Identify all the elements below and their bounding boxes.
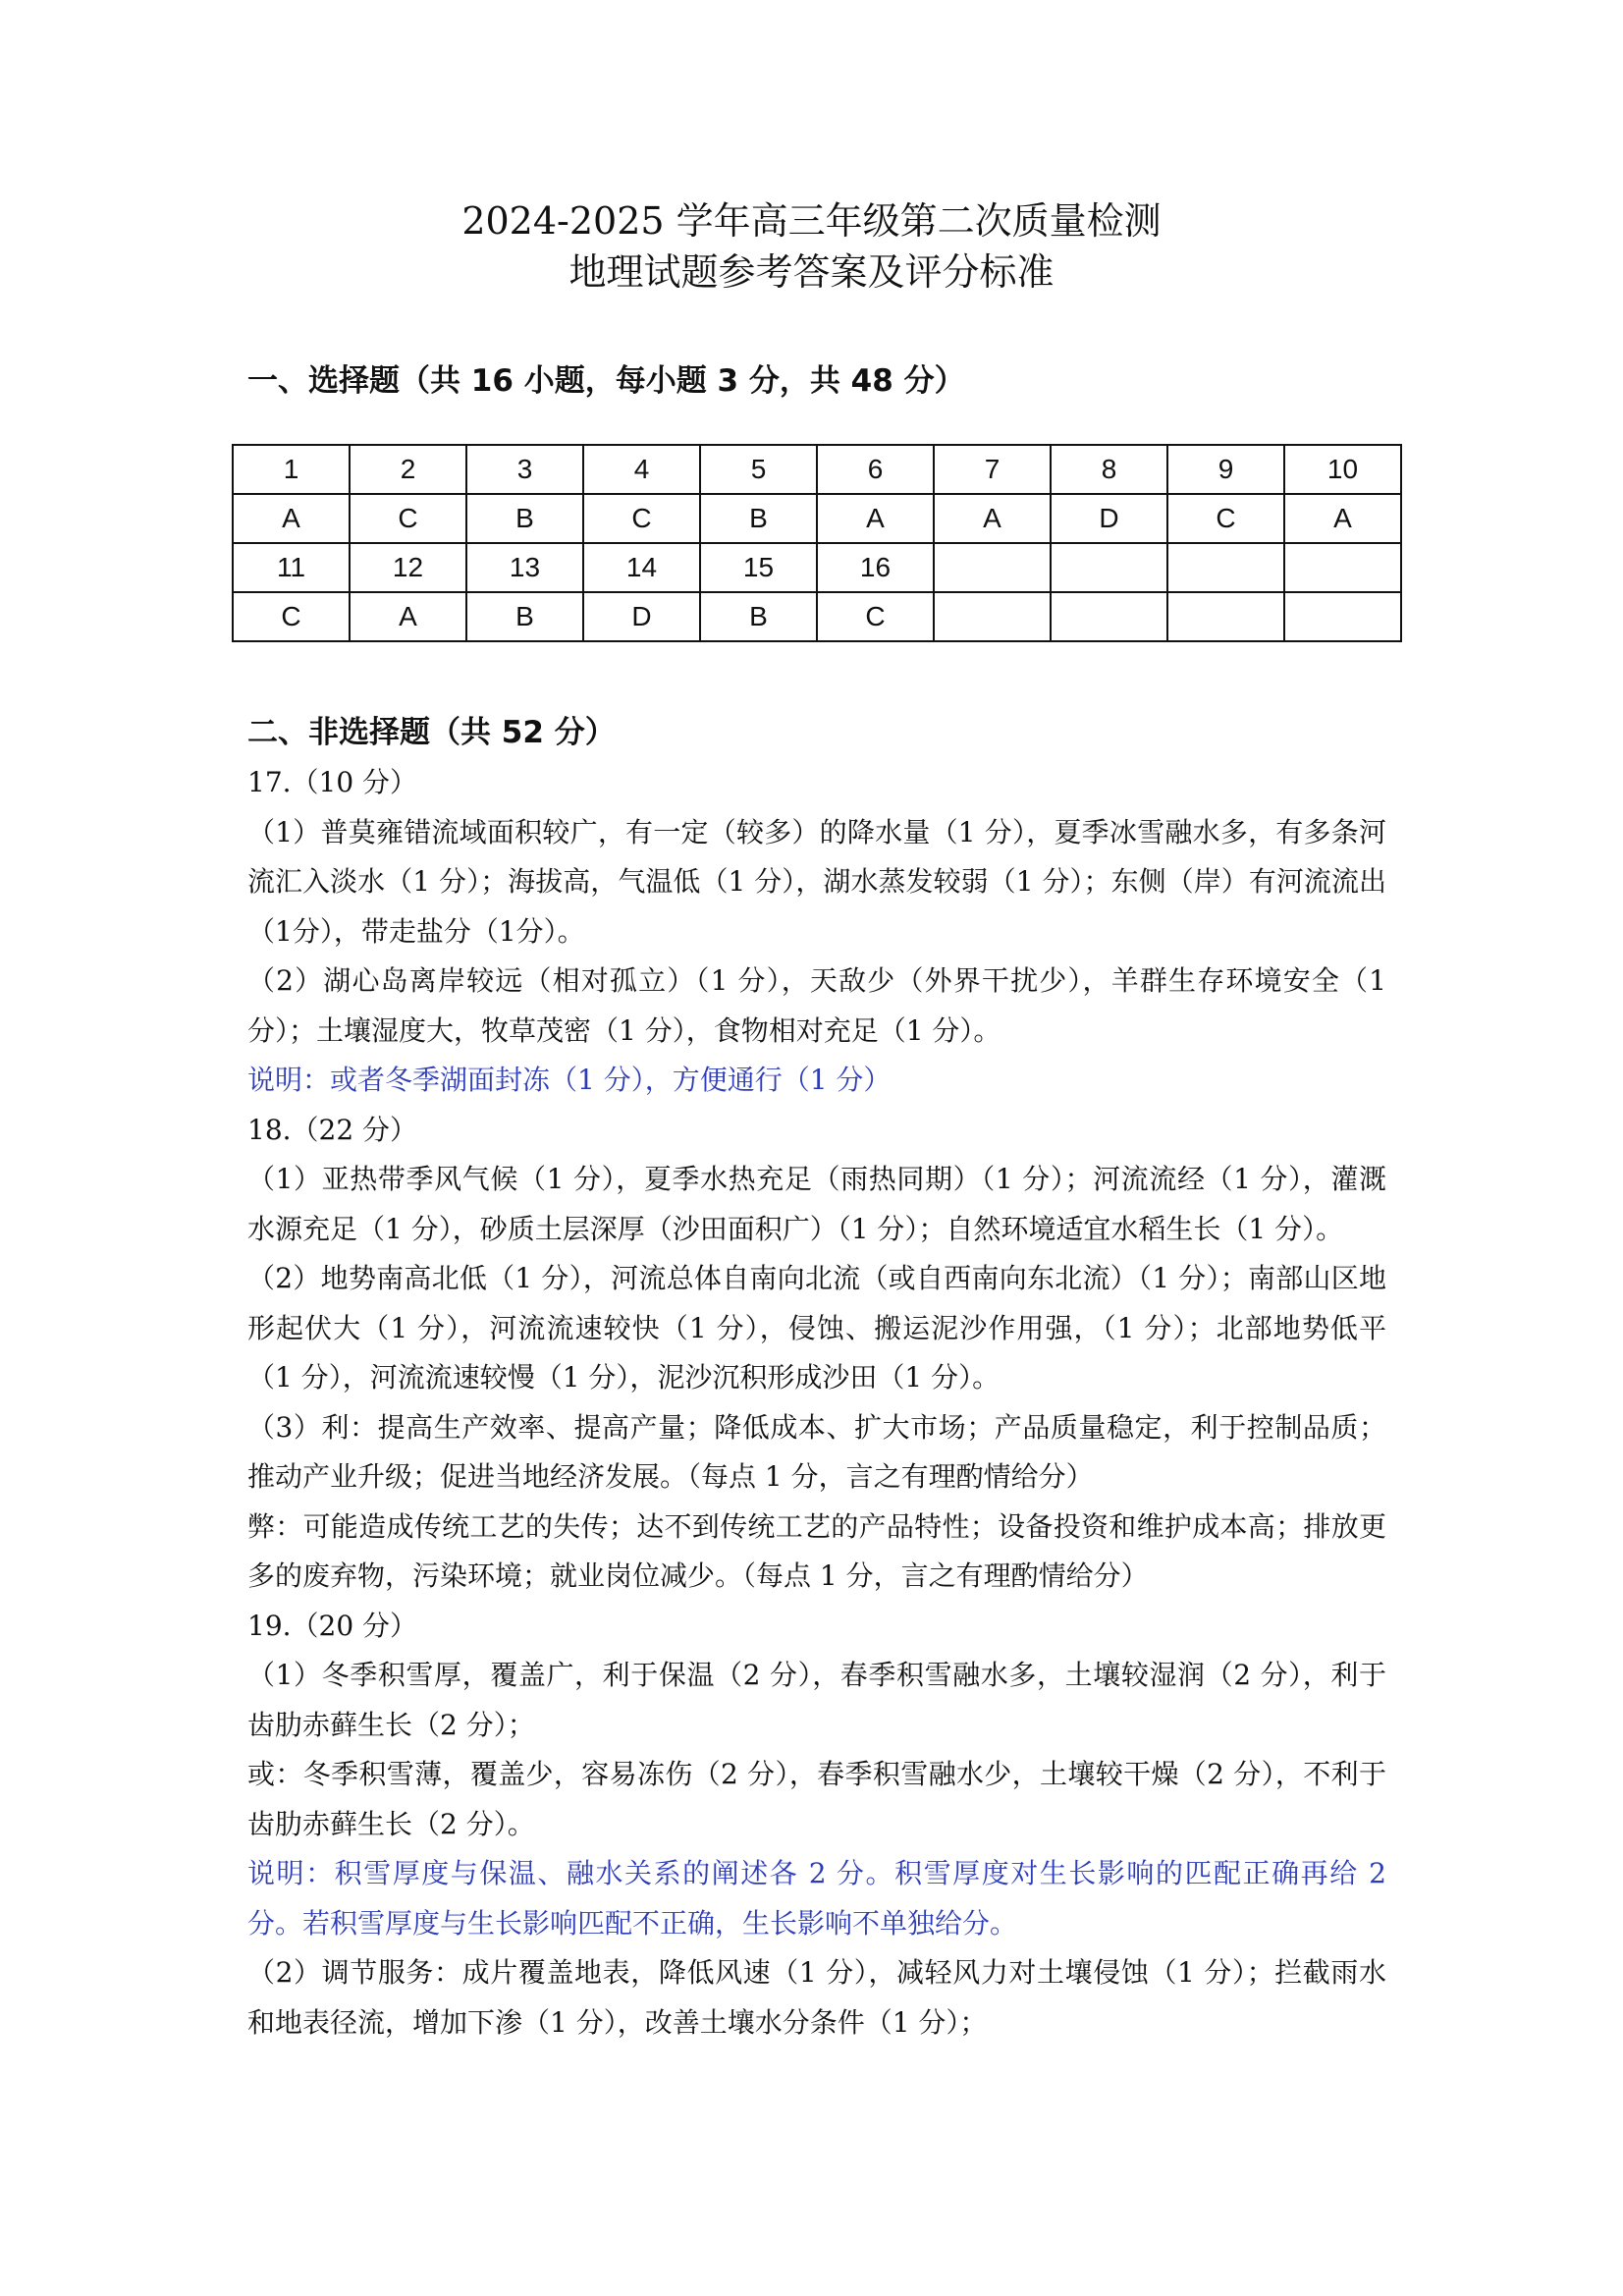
table-cell bbox=[1167, 543, 1284, 592]
table-cell: 10 bbox=[1284, 445, 1401, 494]
table-cell: C bbox=[350, 494, 466, 543]
table-cell: C bbox=[583, 494, 700, 543]
table-cell: B bbox=[700, 494, 817, 543]
table-cell: B bbox=[700, 592, 817, 641]
table-cell bbox=[1284, 592, 1401, 641]
table-cell: 16 bbox=[817, 543, 934, 592]
table-cell bbox=[934, 543, 1051, 592]
answer-paragraph: （2）地势南高北低（1 分），河流总体自南向北流（或自西南向东北流）（1 分）；南部山区地形起伏大（1 分），河流流速较快（1 分），侵蚀、搬运泥沙作用强，（1 分）；北部地势低平（1 分），河流流速较慢（1 分），泥沙沉积形成沙田（1 分）。 bbox=[247, 1262, 1386, 1394]
answer-paragraph: 或：冬季积雪薄，覆盖少，容易冻伤（2 分），春季积雪融水少，土壤较干燥（2 分），不利于齿肋赤藓生长（2 分）。 bbox=[247, 1758, 1386, 1840]
table-cell bbox=[1167, 592, 1284, 641]
table-cell: 5 bbox=[700, 445, 817, 494]
table-cell bbox=[1051, 543, 1167, 592]
answer-paragraph: （1）亚热带季风气候（1 分），夏季水热充足（雨热同期）（1 分）；河流流经（1 分），灌溉水源充足（1 分），砂质土层深厚（沙田面积广）（1 分）；自然环境适宜水稻生长（1 分）。 bbox=[247, 1163, 1386, 1245]
table-cell: 2 bbox=[350, 445, 466, 494]
table-cell: C bbox=[817, 592, 934, 641]
table-cell: 4 bbox=[583, 445, 700, 494]
table-cell: D bbox=[1051, 494, 1167, 543]
answer-paragraph: （2）调节服务：成片覆盖地表，降低风速（1 分），减轻风力对土壤侵蚀（1 分）；拦截雨水和地表径流，增加下渗（1 分），改善土壤水分条件（1 分）； bbox=[247, 1956, 1386, 2039]
table-row bbox=[233, 494, 1401, 543]
table-row bbox=[233, 592, 1401, 641]
table-cell: A bbox=[1284, 494, 1401, 543]
document-subtitle: 地理试题参考答案及评分标准 bbox=[568, 250, 1055, 294]
table-cell bbox=[934, 592, 1051, 641]
table-cell: B bbox=[466, 494, 583, 543]
answer-body-text bbox=[247, 758, 1386, 2048]
answer-paragraph: （1）冬季积雪厚，覆盖广，利于保温（2 分），春季积雪融水多，土壤较湿润（2 分），利于齿肋赤藓生长（2 分）； bbox=[247, 1659, 1386, 1741]
document-title: 2024-2025 学年高三年级第二次质量检测 bbox=[461, 199, 1162, 243]
section-heading-non-choice: 二、非选择题（共 52 分） bbox=[247, 715, 616, 750]
table-cell: A bbox=[817, 494, 934, 543]
answer-paragraph: 17.（10 分） bbox=[247, 766, 418, 798]
table-cell: 6 bbox=[817, 445, 934, 494]
answer-paragraph: 弊：可能造成传统工艺的失传；达不到传统工艺的产品特性；设备投资和维护成本高；排放更多的废弃物，污染环境；就业岗位减少。（每点 1 分，言之有理酌情给分） bbox=[247, 1509, 1386, 1592]
table-cell: C bbox=[233, 592, 350, 641]
table-cell: 12 bbox=[350, 543, 466, 592]
table-row bbox=[233, 445, 1401, 494]
table-cell: 9 bbox=[1167, 445, 1284, 494]
table-cell: 8 bbox=[1051, 445, 1167, 494]
scoring-note: 说明：积雪厚度与保温、融水关系的阐述各 2 分。积雪厚度对生长影响的匹配正确再给 2 分。若积雪厚度与生长影响匹配不正确，生长影响不单独给分。 bbox=[247, 1857, 1386, 1940]
answer-table bbox=[232, 444, 1402, 642]
table-cell: 14 bbox=[583, 543, 700, 592]
table-cell: A bbox=[350, 592, 466, 641]
table-cell: D bbox=[583, 592, 700, 641]
table-cell bbox=[1284, 543, 1401, 592]
table-cell: 13 bbox=[466, 543, 583, 592]
table-row bbox=[233, 543, 1401, 592]
table-cell: A bbox=[233, 494, 350, 543]
answer-paragraph: （1）普莫雍错流域面积较广，有一定（较多）的降水量（1 分），夏季冰雪融水多，有多条河流汇入淡水（1 分）；海拔高，气温低（1 分），湖水蒸发较弱（1 分）；东侧（岸）有河流流出（1分），带走盐分（1分）。 bbox=[247, 815, 1386, 948]
table-cell: B bbox=[466, 592, 583, 641]
answer-paragraph: （3）利：提高生产效率、提高产量；降低成本、扩大市场；产品质量稳定，利于控制品质；推动产业升级；促进当地经济发展。（每点 1 分，言之有理酌情给分） bbox=[247, 1410, 1386, 1493]
section-heading-multiple-choice: 一、选择题（共 16 小题，每小题 3 分，共 48 分） bbox=[247, 363, 965, 399]
answer-paragraph: 19.（20 分） bbox=[247, 1609, 418, 1642]
table-cell: A bbox=[934, 494, 1051, 543]
answer-paragraph: （2）湖心岛离岸较远（相对孤立）（1 分），天敌少（外界干扰少），羊群生存环境安全（1 分）；土壤湿度大，牧草茂密（1 分），食物相对充足（1 分）。 bbox=[247, 964, 1386, 1047]
table-cell: 7 bbox=[934, 445, 1051, 494]
table-cell: 1 bbox=[233, 445, 350, 494]
table-cell: 3 bbox=[466, 445, 583, 494]
table-cell: 11 bbox=[233, 543, 350, 592]
table-cell: C bbox=[1167, 494, 1284, 543]
table-cell bbox=[1051, 592, 1167, 641]
scoring-note: 说明：或者冬季湖面封冻（1 分），方便通行（1 分） bbox=[247, 1064, 892, 1096]
answer-paragraph: 18.（22 分） bbox=[247, 1113, 418, 1146]
table-cell: 15 bbox=[700, 543, 817, 592]
